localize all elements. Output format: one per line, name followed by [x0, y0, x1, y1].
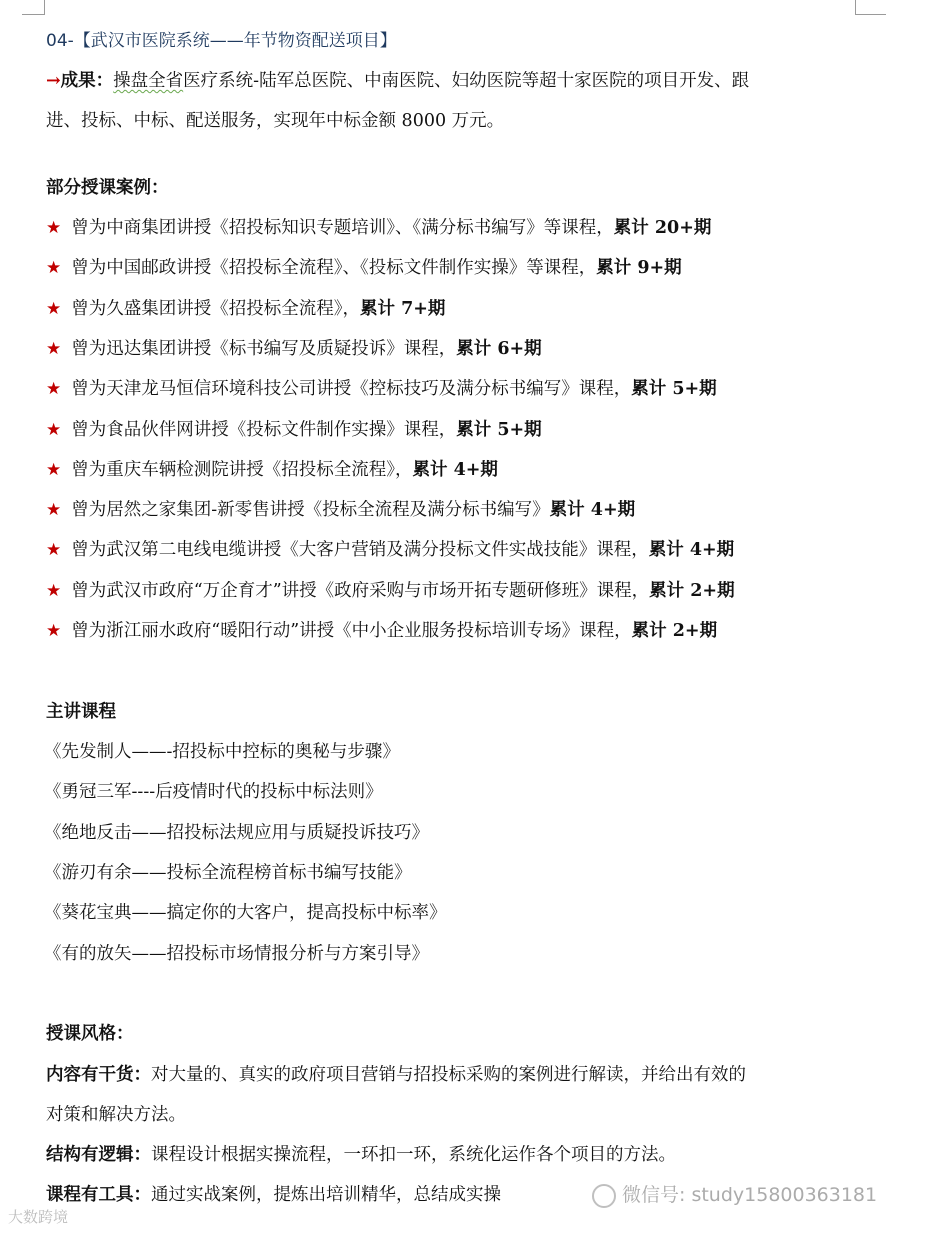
style-item-tools — [46, 1183, 501, 1207]
course-item: 《葵花宝典——搞定你的大客户，提高投标中标率》 — [44, 903, 447, 924]
style-text-tools: 通过实战案例，提炼出培训精华，总结成实操 — [151, 1185, 501, 1205]
cases-heading: 部分授课案例： — [46, 178, 169, 198]
watermark-right-text: 微信号: study15800363181 — [622, 1184, 878, 1206]
style-item-logic — [46, 1143, 676, 1167]
star-icon: ★ — [46, 258, 62, 279]
style-label-logic: 结构有逻辑： — [46, 1145, 151, 1165]
case-item — [46, 538, 734, 562]
red-arrow-icon: → — [46, 71, 61, 91]
case-text: 曾为天津龙马恒信环境科技公司讲授《控标技巧及满分标书编写》课程， — [71, 379, 632, 400]
case-count: 累计 7+期 — [360, 298, 446, 319]
case-text: 曾为武汉市政府“万企育才”讲授《政府采购与市场开拓专题研修班》课程， — [71, 580, 650, 601]
wechat-icon — [592, 1184, 616, 1208]
courses-heading: 主讲课程 — [46, 702, 116, 722]
watermark-left — [8, 1206, 68, 1227]
case-count: 累计 5+期 — [631, 379, 717, 400]
style-label-tools: 课程有工具： — [46, 1185, 151, 1205]
course-item: 《先发制人——-招投标中控标的奥秘与步骤》 — [44, 742, 400, 762]
style-heading: 授课风格： — [46, 1024, 134, 1044]
case-text: 曾为武汉第二电线电缆讲授《大客户营销及满分投标文件实战技能》课程， — [71, 540, 649, 561]
section-title: 04-【武汉市医院系统——年节物资配送项目】 — [46, 31, 397, 51]
star-icon: ★ — [46, 500, 62, 521]
star-icon: ★ — [46, 621, 62, 641]
watermark-left-text: 大数跨境 — [8, 1208, 69, 1226]
course-item: 《绝地反击——招投标法规应用与质疑投诉技巧》 — [44, 822, 429, 843]
case-item — [46, 216, 711, 240]
case-text: 曾为重庆车辆检测院讲授《招投标全流程》， — [71, 459, 413, 480]
case-count: 累计 4+期 — [648, 540, 735, 561]
case-item — [46, 418, 542, 442]
star-icon: ★ — [46, 338, 62, 359]
style-text-logic: 课程设计根据实操流程，一环扣一环，系统化运作各个项目的方法。 — [151, 1145, 676, 1165]
case-count: 累计 4+期 — [412, 459, 498, 480]
star-icon: ★ — [46, 379, 62, 400]
star-icon: ★ — [46, 218, 62, 238]
case-item — [46, 377, 717, 401]
result-label: 成果： — [60, 71, 114, 91]
course-item: 《游刃有余——投标全流程榜首标书编写技能》 — [44, 862, 412, 883]
style-item-content-cont: 对策和解决方法。 — [46, 1105, 186, 1125]
case-item — [46, 337, 542, 361]
style-text-content: 对大量的、真实的政府项目营销与招投标采购的案例进行解读，并给出有效的 — [151, 1065, 746, 1085]
case-count: 累计 4+期 — [549, 500, 636, 521]
case-item — [46, 256, 682, 280]
star-icon: ★ — [46, 459, 62, 480]
star-icon: ★ — [46, 540, 62, 561]
result-line-1 — [46, 69, 749, 93]
case-item — [46, 498, 635, 522]
crop-mark-right — [855, 0, 886, 15]
result-text: 医疗系统-陆军总医院、中南医院、妇幼医院等超十家医院的项目开发、跟 — [183, 71, 750, 91]
case-count: 累计 2+期 — [631, 621, 718, 641]
case-text: 曾为久盛集团讲授《招投标全流程》， — [71, 298, 360, 319]
style-item-content — [46, 1063, 746, 1087]
star-icon: ★ — [46, 580, 62, 601]
watermark-right — [592, 1180, 877, 1208]
case-text: 曾为中商集团讲授《招投标知识专题培训》、《满分标书编写》等课程， — [71, 218, 614, 238]
case-count: 累计 6+期 — [456, 338, 542, 359]
style-label-content: 内容有干货： — [46, 1065, 151, 1085]
star-icon: ★ — [46, 419, 62, 440]
crop-mark-left — [22, 0, 45, 15]
case-text: 曾为中国邮政讲授《招投标全流程》、《投标文件制作实操》等课程， — [71, 258, 597, 279]
case-text: 曾为浙江丽水政府“暖阳行动”讲授《中小企业服务投标培训专场》课程， — [71, 621, 632, 641]
result-text-flagged: 操盘全省 — [113, 71, 184, 91]
case-count: 累计 9+期 — [596, 258, 682, 279]
case-item — [46, 579, 735, 603]
case-text: 曾为迅达集团讲授《标书编写及质疑投诉》课程， — [71, 338, 457, 359]
result-line-2: 进、投标、中标、配送服务，实现年中标金额 8000 万元。 — [46, 111, 505, 131]
case-text: 曾为居然之家集团-新零售讲授《投标全流程及满分标书编写》 — [71, 500, 550, 521]
star-icon: ★ — [46, 298, 62, 319]
course-item: 《勇冠三军----后疫情时代的投标中标法则》 — [44, 782, 383, 803]
case-text: 曾为食品伙伴网讲授《投标文件制作实操》课程， — [71, 419, 457, 440]
case-item — [46, 458, 498, 482]
case-count: 累计 5+期 — [456, 419, 542, 440]
case-count: 累计 2+期 — [649, 580, 735, 601]
course-item: 《有的放矢——招投标市场情报分析与方案引导》 — [44, 943, 429, 964]
case-item — [46, 619, 717, 643]
case-count: 累计 20+期 — [613, 218, 712, 238]
case-item — [46, 297, 445, 321]
